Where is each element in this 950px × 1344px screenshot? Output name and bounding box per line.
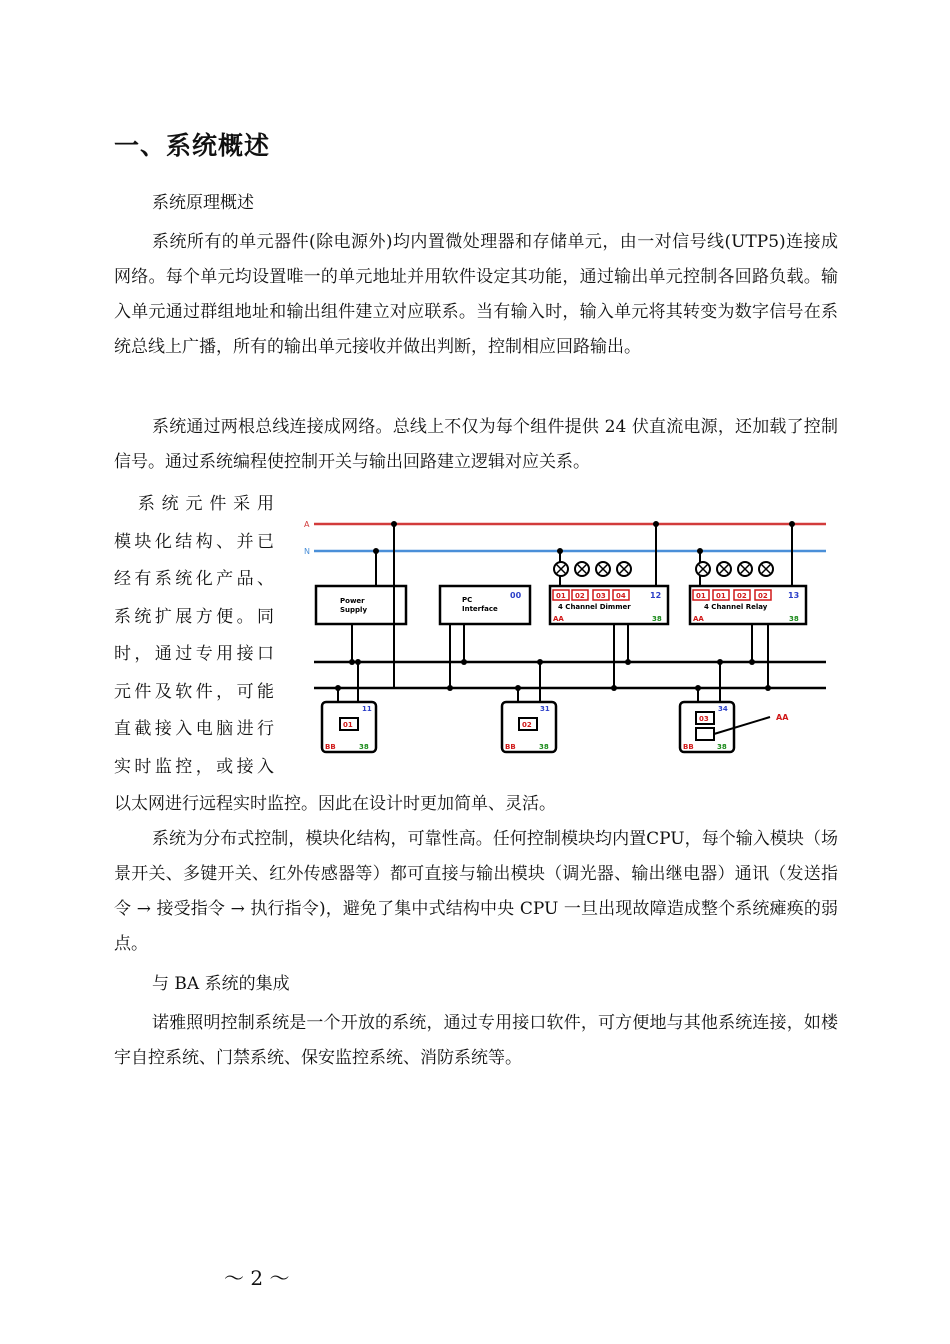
dimmer-area: AA — [553, 615, 564, 623]
subheading-principle: 系统原理概述 — [152, 193, 254, 213]
pc-interface-label-1: PC — [462, 596, 473, 604]
switch-3-target-area: AA — [776, 713, 789, 722]
lamp-icon — [696, 562, 773, 576]
wrap-line: 实时监控，或接入 — [114, 756, 274, 777]
paragraph-distributed: 系统为分布式控制，模块化结构，可靠性高。任何控制模块均内置CPU，每个输入模块（场景开关、多键开关、红外传感器等）都可直接与输出模块（调光器、输出继电器）通讯（发送指令 → 接受指令 → 执行指令)，避免了集中式结构中央 CPU 一旦出现故障造成整个系统瘫痪的弱点。 — [114, 829, 838, 954]
switch-1-key: 01 — [343, 721, 353, 729]
page-number: ～ 2 ～ — [224, 1266, 290, 1290]
switch-3-group: 38 — [717, 743, 727, 751]
relay-module — [690, 521, 806, 691]
paragraph-modular-tail: 以太网进行远程实时监控。因此在设计时更加简单、灵活。 — [114, 794, 556, 814]
relay-label: 4 Channel Relay — [704, 603, 768, 611]
wrap-line: 系统扩展方便。同 — [114, 606, 274, 627]
wrap-line: 系统元件采用 — [114, 494, 274, 514]
switch-2-address: 31 — [540, 705, 550, 713]
dimmer-channel-1: 01 — [556, 592, 566, 600]
switch-2-group: 38 — [539, 743, 549, 751]
dimmer-label: 4 Channel Dimmer — [558, 603, 631, 611]
switch-1-address: 11 — [362, 705, 372, 713]
switch-3-address: 34 — [718, 705, 728, 713]
relay-channel-4: 02 — [758, 592, 768, 600]
line-n-label: N — [304, 547, 310, 556]
paragraph-bus: 系统通过两根总线连接成网络。总线上不仅为每个组件提供 24 伏直流电源，还加载了控制信号。通过系统编程使控制开关与输出回路建立逻辑对应关系。 — [114, 417, 838, 472]
subheading-ba: 与 BA 系统的集成 — [152, 974, 290, 994]
relay-group: 38 — [789, 615, 799, 623]
power-supply-label-1: Power — [340, 597, 365, 605]
relay-area: AA — [693, 615, 704, 623]
switch-module-3 — [680, 659, 789, 752]
switch-2-key: 02 — [522, 721, 532, 729]
section-title: 一、系统概述 — [114, 131, 271, 160]
pc-interface-label-2: Interface — [462, 605, 498, 613]
dimmer-address: 12 — [650, 591, 662, 600]
dimmer-channel-4: 04 — [616, 592, 626, 600]
switch-module-2 — [502, 659, 556, 752]
switch-3-area: BB — [683, 743, 694, 751]
lamp-icon — [554, 562, 631, 576]
wrap-line: 直截接入电脑进行 — [114, 719, 274, 739]
wrap-line: 经有系统化产品、 — [114, 569, 274, 589]
switch-3-key: 03 — [699, 715, 709, 723]
relay-channel-1: 01 — [696, 592, 706, 600]
dimmer-channel-2: 02 — [575, 592, 585, 600]
dimmer-channel-3: 03 — [596, 592, 606, 600]
paragraph-ba: 诺雅照明控制系统是一个开放的系统，通过专用接口软件，可方便地与其他系统连接，如楼宇自控系统、门禁系统、保安监控系统、消防系统等。 — [114, 1013, 838, 1068]
pc-interface-module — [440, 586, 530, 691]
switch-2-area: BB — [505, 743, 516, 751]
line-a-label: A — [304, 520, 310, 529]
paragraph-principle: 系统所有的单元器件(除电源外)均内置微处理器和存储单元，由一对信号线(UTP5)连接成网络。每个单元均设置唯一的单元地址并用软件设定其功能，通过输出单元控制各回路负载。输入单元通过群组地址和输出组件建立对应联系。当有输入时，输入单元将其转变为数字信号在系统总线上广播，所有的输出单元接收并做出判断，控制相应回路输出。 — [114, 232, 838, 357]
switch-module-1 — [322, 659, 376, 752]
power-supply-label-2: Supply — [340, 606, 368, 614]
relay-channel-3: 02 — [737, 592, 747, 600]
paragraph-modular-wrapped — [114, 486, 274, 786]
pc-interface-address: 00 — [510, 591, 522, 600]
wrap-line: 模块化结构、并已 — [114, 531, 274, 552]
wiring-diagram — [300, 512, 840, 762]
switch-1-area: BB — [325, 743, 336, 751]
wrap-line: 元件及软件，可能 — [114, 681, 274, 702]
wrap-line: 时，通过专用接口 — [114, 644, 274, 664]
relay-address: 13 — [788, 591, 800, 600]
dimmer-group: 38 — [652, 615, 662, 623]
relay-channel-2: 01 — [716, 592, 726, 600]
switch-1-group: 38 — [359, 743, 369, 751]
dimmer-module — [550, 521, 668, 691]
